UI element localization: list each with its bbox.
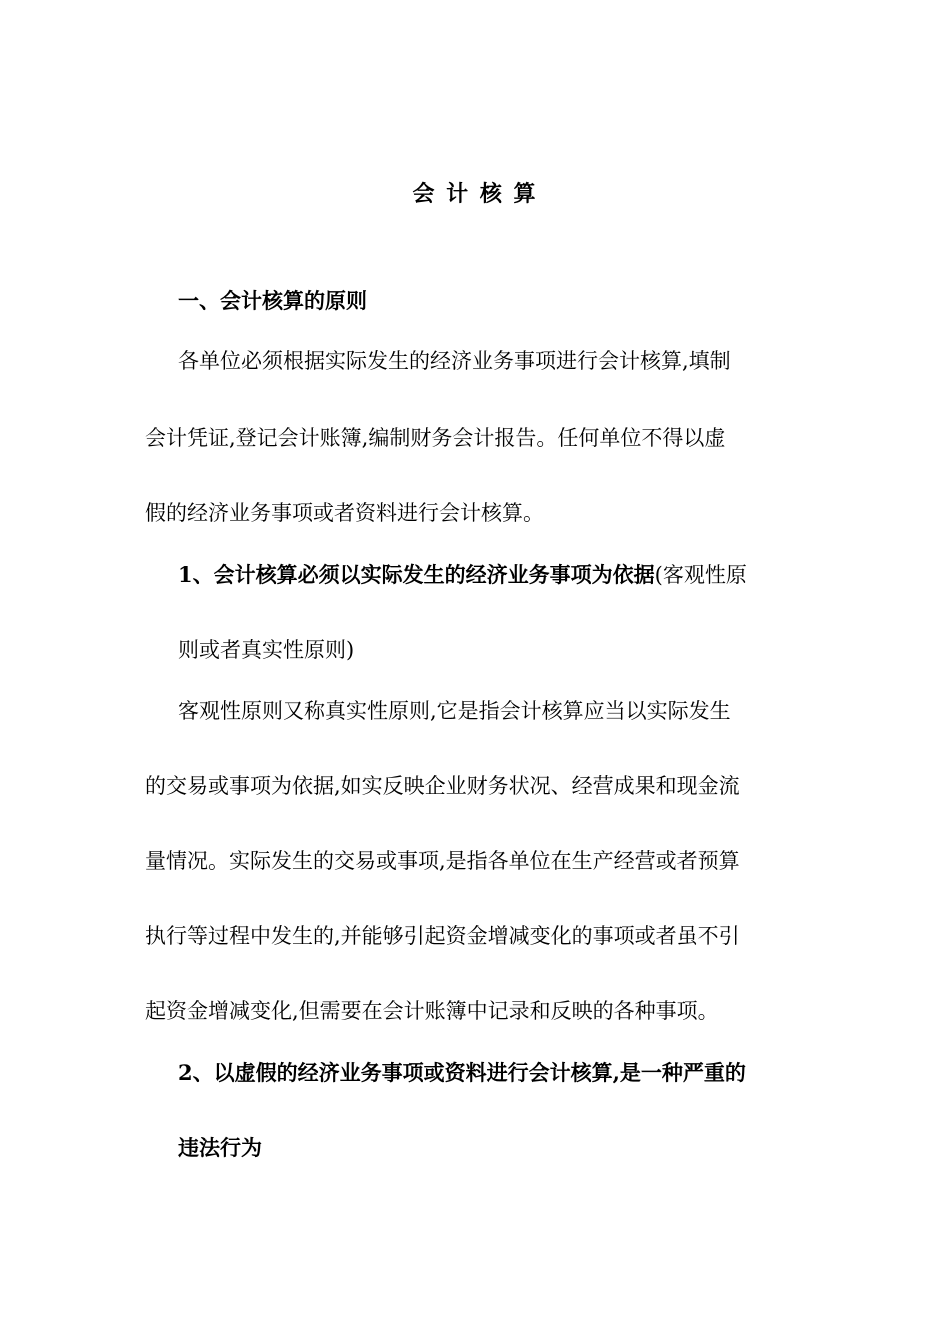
page-title: 会 计 核 算 xyxy=(412,181,538,207)
numbered-item-heading: 2、以虚假的经济业务事项或资料进行会计核算,是一种严重的 xyxy=(178,1060,746,1085)
item-heading-bold: 1、会计核算必须以实际发生的经济业务事项为依据 xyxy=(178,562,655,587)
paragraph-line: 客观性原则又称真实性原则,它是指会计核算应当以实际发生 xyxy=(178,699,731,723)
numbered-item-heading xyxy=(178,561,747,589)
paragraph-line: 执行等过程中发生的,并能够引起资金增减变化的事项或者虽不引 xyxy=(145,924,740,948)
section-heading: 一、会计核算的原则 xyxy=(178,288,367,313)
paragraph-line: 的交易或事项为依据,如实反映企业财务状况、经营成果和现金流 xyxy=(145,774,740,798)
item-heading-normal: (客观性原 xyxy=(654,563,747,587)
paragraph-line: 起资金增减变化,但需要在会计账簿中记录和反映的各种事项。 xyxy=(145,999,719,1023)
paragraph-line: 各单位必须根据实际发生的经济业务事项进行会计核算,填制 xyxy=(178,349,731,373)
numbered-item-heading-cont: 则或者真实性原则) xyxy=(178,638,355,662)
numbered-item-heading-cont: 违法行为 xyxy=(178,1135,262,1160)
paragraph-line: 假的经济业务事项或者资料进行会计核算。 xyxy=(145,501,544,525)
paragraph-line: 量情况。实际发生的交易或事项,是指各单位在生产经营或者预算 xyxy=(145,849,740,873)
paragraph-line: 会计凭证,登记会计账簿,编制财务会计报告。任何单位不得以虚 xyxy=(145,426,726,450)
